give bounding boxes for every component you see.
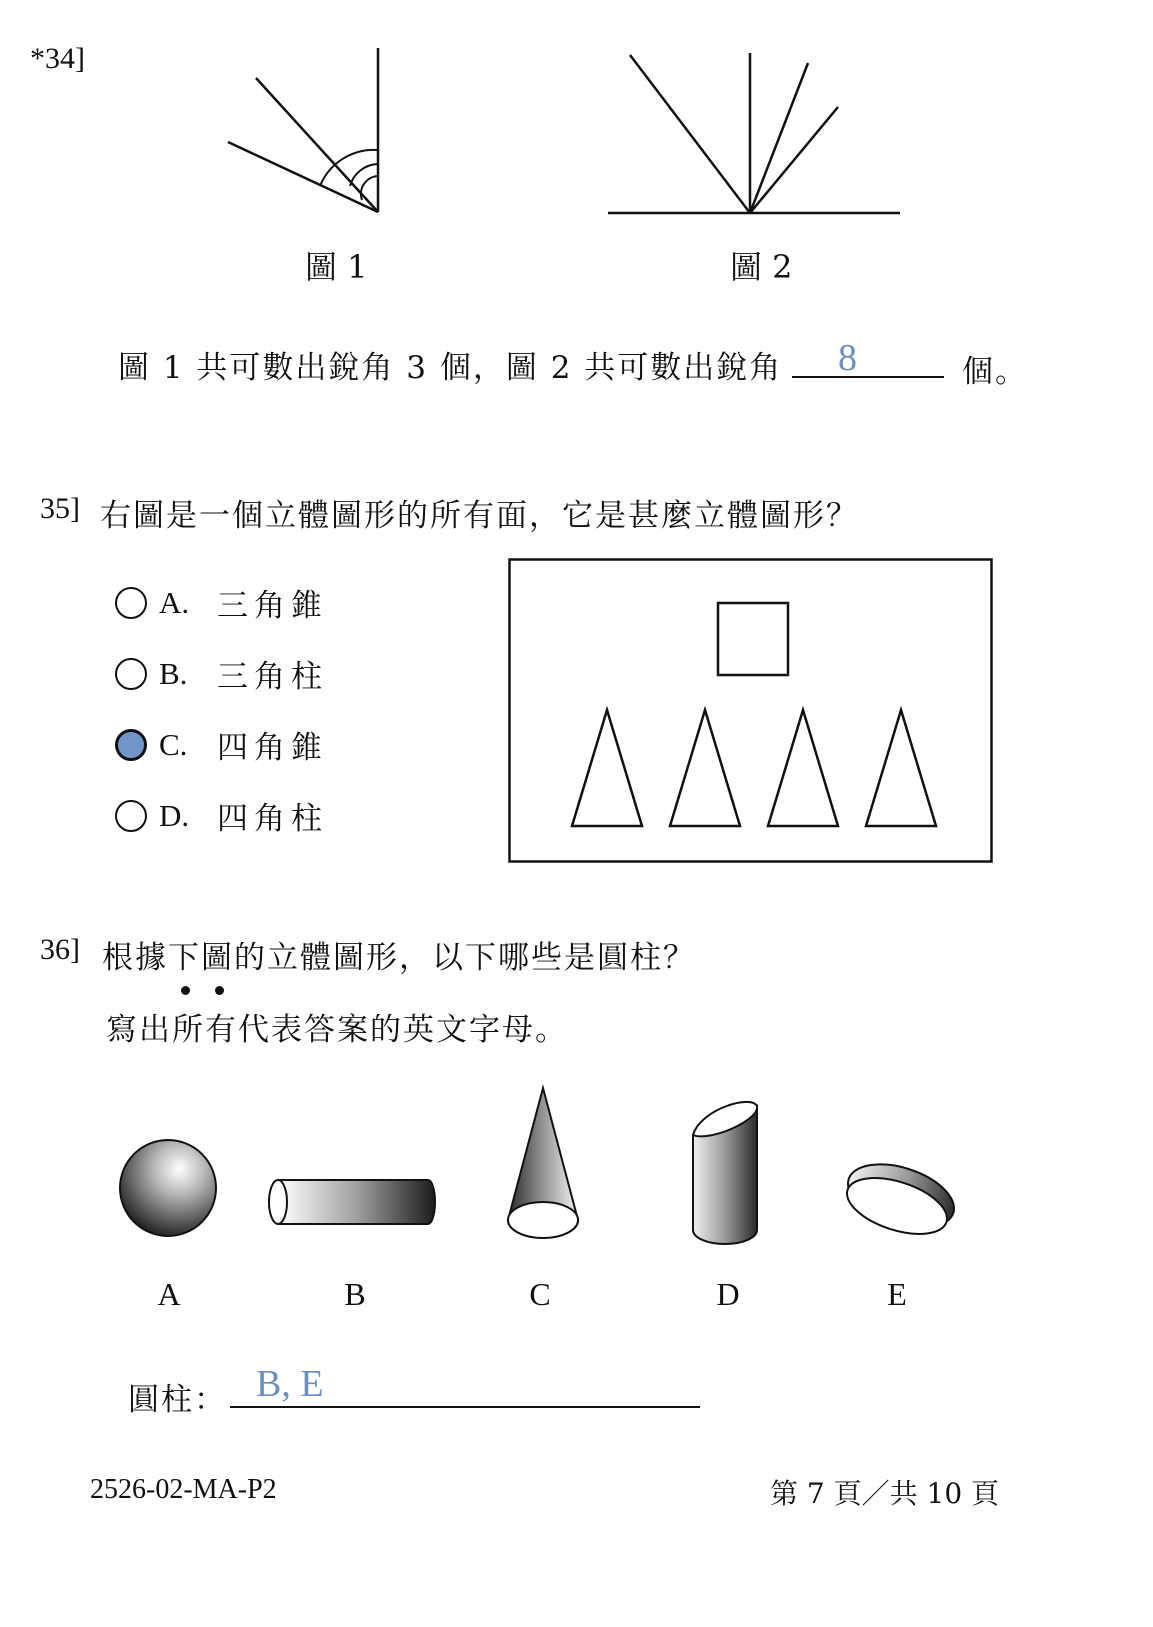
question-36-text: 根據下圖的立體圖形，以下哪些是圓柱？ [102, 940, 696, 976]
shape-d-cylinder-slanted [693, 1102, 757, 1244]
shape-a-sphere [120, 1140, 216, 1236]
shape-label-d: D [716, 1276, 740, 1312]
question-34-number: *34] [30, 42, 85, 75]
option-c-letter: C. [159, 726, 188, 762]
question-36-answer: B, E [256, 1363, 324, 1405]
radio-option-c-selected[interactable] [115, 729, 147, 761]
paper-code: 2526-02-MA-P2 [90, 1474, 277, 1505]
question-36-number: 36] [40, 933, 80, 966]
option-d-letter: D. [159, 797, 190, 833]
option-a-letter: A. [159, 584, 190, 620]
shape-label-a: A [157, 1276, 181, 1312]
question-34-answer-blank[interactable] [792, 376, 944, 378]
question-35-number: 35] [40, 492, 80, 525]
figure-1-angles [220, 40, 400, 220]
shape-c-cone [508, 1088, 578, 1238]
shape-e-short-cylinder [840, 1152, 962, 1245]
option-b-letter: B. [159, 655, 188, 691]
shape-label-b: B [344, 1276, 366, 1312]
shape-label-e: E [887, 1276, 907, 1312]
question-36-answer-blank[interactable] [230, 1406, 700, 1408]
figure-2-angles [600, 45, 910, 225]
option-c-text: 四角錐 [217, 730, 328, 766]
question-34-statement: 圖 1 共可數出銳角 3 個，圖 2 共可數出銳角 [118, 350, 783, 386]
option-a[interactable] [115, 580, 328, 625]
emphasis-dot [215, 986, 224, 995]
option-c[interactable] [115, 722, 328, 767]
question-34-unit: 個。 [962, 354, 1028, 390]
figure-2-caption: 圖 2 [730, 248, 793, 286]
option-b[interactable] [115, 651, 328, 696]
option-d-text: 四角柱 [217, 801, 328, 837]
radio-option-b[interactable] [115, 658, 147, 690]
figure-1-caption: 圖 1 [305, 248, 368, 286]
shape-b-cylinder [269, 1180, 435, 1224]
option-b-text: 三角柱 [217, 659, 328, 695]
page-number: 第 7 頁／共 10 頁 [770, 1477, 1000, 1510]
question-36-instruction: 寫出所有代表答案的英文字母。 [106, 1012, 568, 1048]
question-36-answer-label: 圓柱： [128, 1382, 227, 1418]
option-d[interactable] [115, 793, 328, 838]
radio-option-d[interactable] [115, 800, 147, 832]
radio-option-a[interactable] [115, 587, 147, 619]
option-a-text: 三角錐 [217, 588, 328, 624]
emphasis-dot [181, 986, 190, 995]
net-of-square-pyramid [508, 558, 994, 866]
question-35-text: 右圖是一個立體圖形的所有面，它是甚麼立體圖形？ [100, 498, 859, 534]
question-34-answer: 8 [838, 337, 857, 379]
shape-label-c: C [529, 1276, 551, 1312]
solid-shapes-figure [110, 1080, 970, 1260]
